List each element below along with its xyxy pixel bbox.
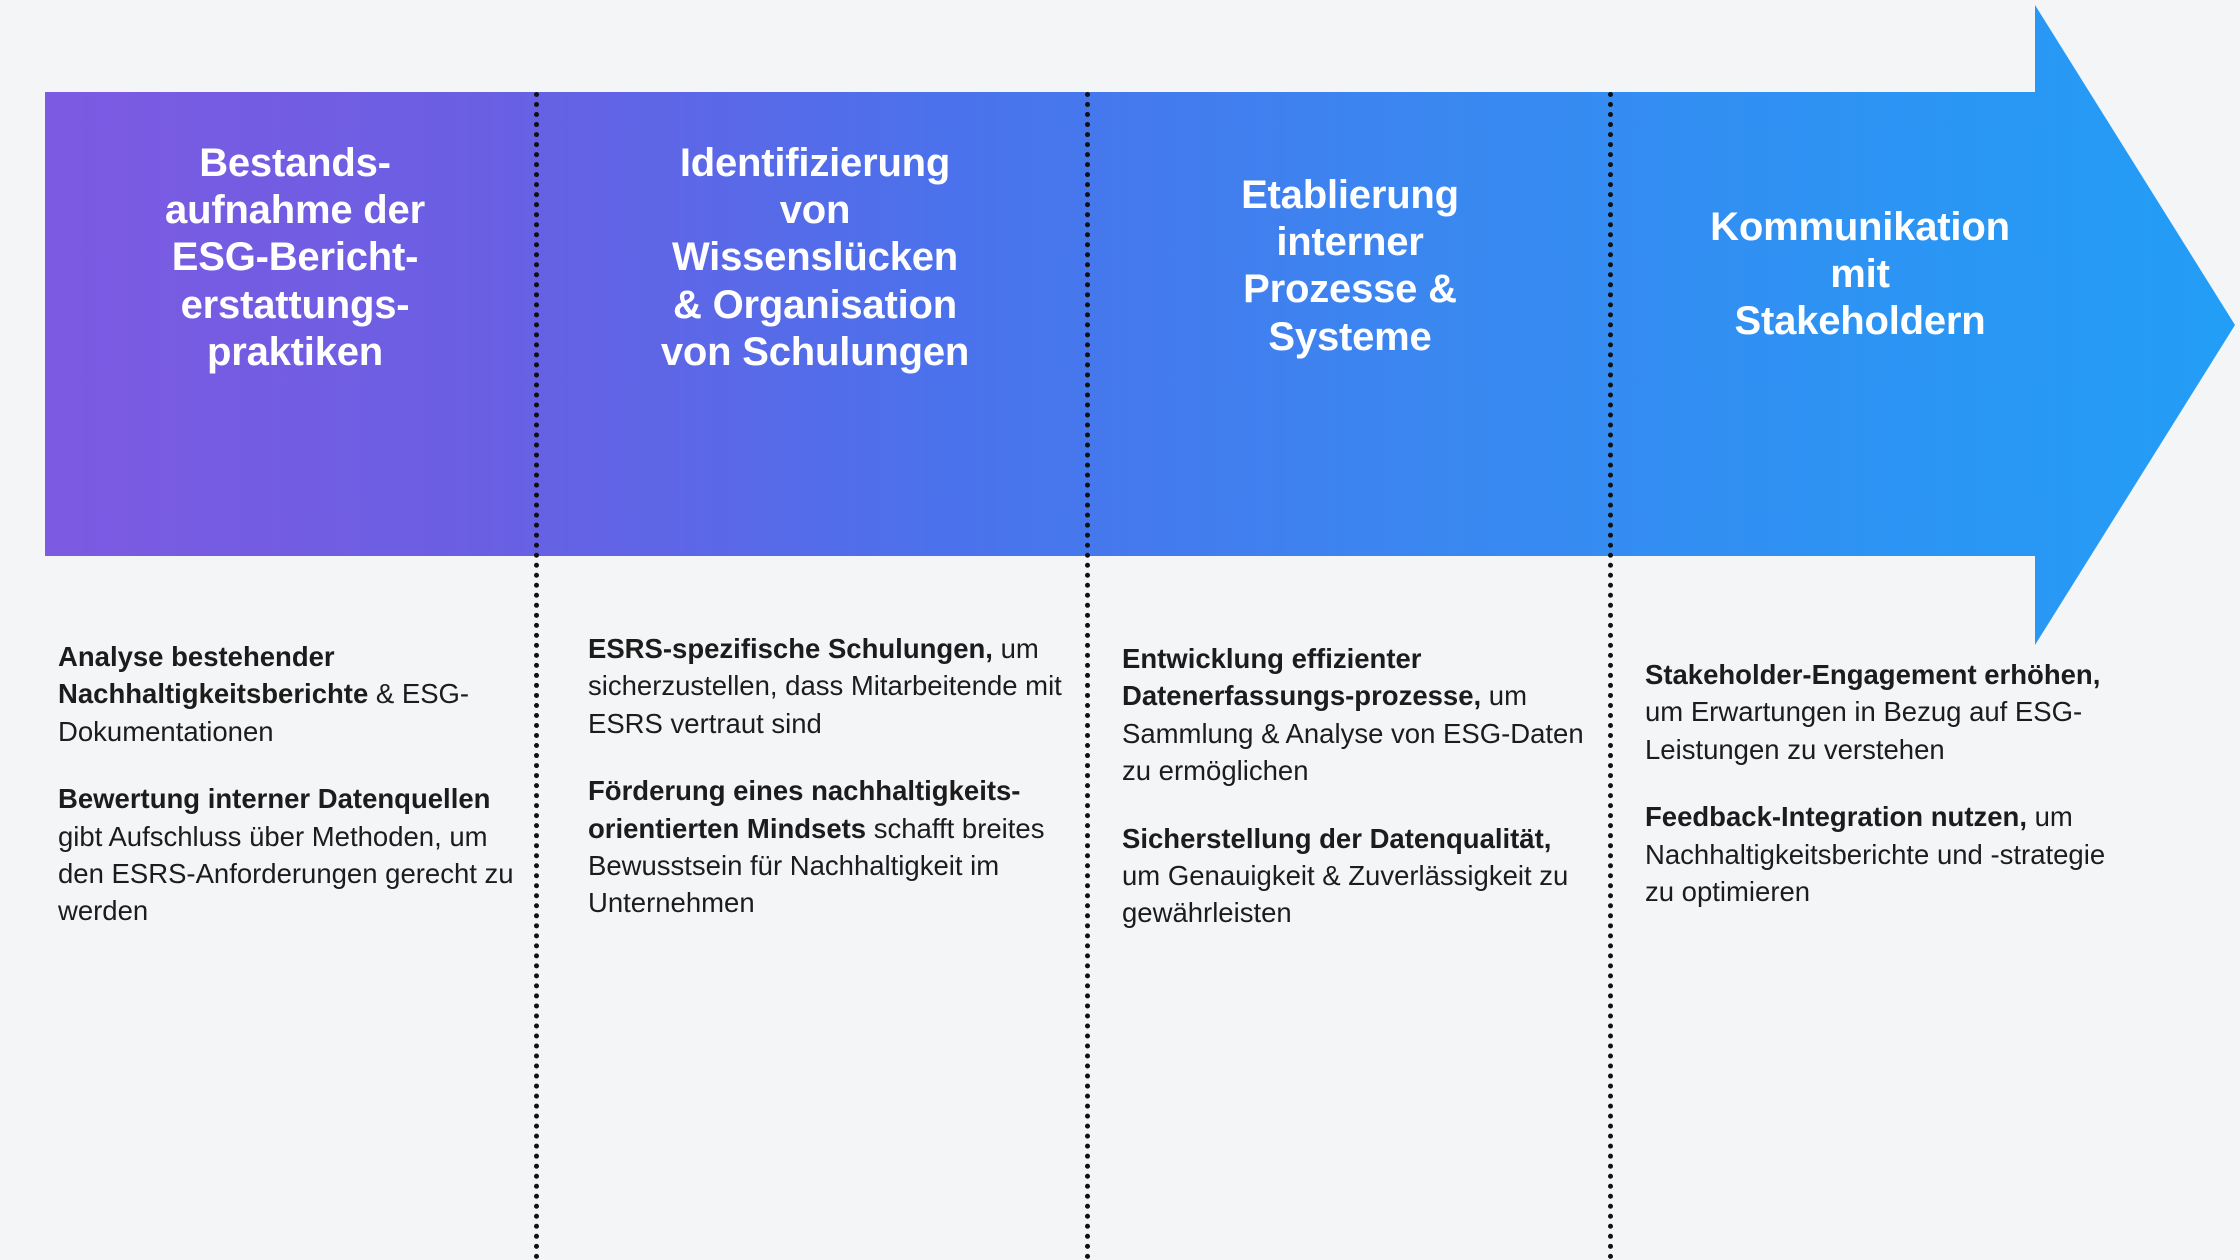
- description-strong: ESRS-spezifische Schulungen,: [588, 633, 993, 664]
- step-title-line: mit: [1830, 252, 1890, 297]
- description-rest: um sicherzustellen, dass Mitarbeitende mit ESRS vertraut sind: [588, 633, 1062, 739]
- description-rest: schafft breites Bewusstsein für Nachhaltigkeit im Unternehmen: [588, 812, 1045, 919]
- step-title-line: Wissenslücken: [671, 235, 959, 280]
- step-title-line: Prozesse &: [1243, 267, 1457, 312]
- step-title-line: & Organisation: [673, 282, 957, 327]
- step-descriptions: [0, 618, 2240, 1248]
- step-title-line: praktiken: [206, 329, 384, 374]
- step-title-line: Etablierung: [1241, 173, 1459, 217]
- description-strong: Feedback-Integration nutzen,: [1645, 801, 2027, 833]
- step-title-line: von: [779, 188, 851, 233]
- step-description-4: [1645, 656, 2125, 910]
- description-paragraph: [58, 638, 528, 750]
- description-paragraph: [1645, 656, 2125, 768]
- description-strong: Analyse bestehender Nachhaltigkeitsberichte: [58, 641, 369, 710]
- description-rest: gibt Aufschluss über Methoden, um den ESRS-Anforderungen gerecht zu werden: [58, 820, 514, 927]
- step-description-1: [58, 638, 528, 930]
- step-titles: [45, 92, 2105, 552]
- description-strong: Bewertung interner Datenquellen: [58, 783, 491, 815]
- step-title-line: aufnahme der: [165, 188, 425, 233]
- description-rest: & ESG-Dokumentationen: [58, 678, 470, 747]
- step-title-2: [545, 92, 1085, 376]
- description-rest: um Sammlung & Analyse von ESG-Daten zu ermöglichen: [1122, 680, 1584, 787]
- step-title-line: Identifizierung: [679, 141, 951, 185]
- step-title-line: interner: [1276, 220, 1424, 265]
- description-strong: Sicherstellung der Datenqualität,: [1122, 822, 1552, 854]
- description-rest: um Erwartungen in Bezug auf ESG-Leistungen zu verstehen: [1645, 696, 2083, 765]
- step-title-line: Systeme: [1268, 314, 1432, 359]
- description-paragraph: [588, 772, 1078, 922]
- step-title-line: erstattungs-: [180, 282, 410, 327]
- description-strong: Förderung eines nachhaltigkeits-orientierten Mindsets: [588, 775, 1021, 844]
- step-title-line: Stakeholdern: [1734, 299, 1986, 344]
- step-title-line: Bestands-: [199, 141, 391, 185]
- step-title-line: ESG-Bericht-: [171, 235, 419, 280]
- step-description-3: [1122, 640, 1592, 932]
- step-description-2: [588, 630, 1078, 922]
- description-paragraph: [1645, 798, 2125, 910]
- description-paragraph: [58, 780, 528, 930]
- step-title-line: Kommunikation: [1710, 205, 2010, 249]
- description-paragraph: [588, 630, 1078, 742]
- description-paragraph: [1122, 820, 1592, 932]
- description-strong: Entwicklung effizienter Datenerfassungs-prozesse,: [1122, 643, 1482, 712]
- step-title-1: [45, 92, 545, 376]
- description-paragraph: [1122, 640, 1592, 790]
- step-title-line: von Schulungen: [660, 329, 970, 374]
- description-strong: Stakeholder-Engagement erhöhen,: [1645, 659, 2101, 690]
- step-title-3: [1085, 92, 1615, 361]
- description-rest: um Genauigkeit & Zuverlässigkeit zu gewährleisten: [1122, 859, 1569, 929]
- step-title-4: [1615, 92, 2105, 346]
- description-rest: um Nachhaltigkeitsberichte und -strategie zu optimieren: [1645, 801, 2106, 907]
